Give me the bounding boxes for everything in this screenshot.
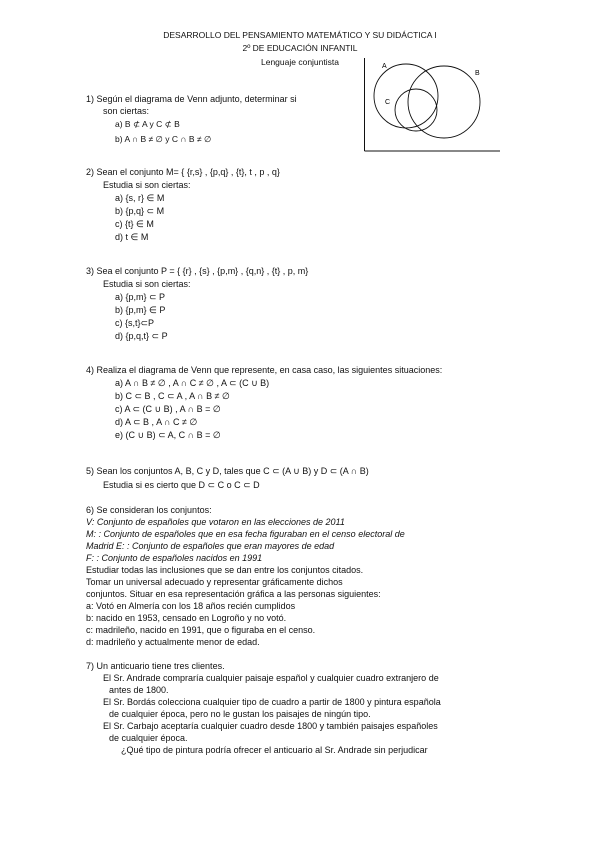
q4-item-d: d) A ⊂ B , A ∩ C ≠ ∅ (115, 417, 198, 427)
q6-set-f: F: : Conjunto de españoles nacidos en 1991 (86, 553, 263, 563)
q2-item-c: c) {t} ∈ M (115, 219, 154, 229)
q1-item-b: b) A ∩ B ≠ ∅ y C ∩ B ≠ ∅ (115, 134, 212, 144)
q7-question: ¿Qué tipo de pintura podría ofrecer el anticuario al Sr. Andrade sin perjudicar (121, 745, 428, 755)
q7-line-4: de cualquier época, pero no le gustan los paisajes de ningún tipo. (109, 709, 371, 719)
course-title: DESARROLLO DEL PENSAMIENTO MATEMÁTICO Y SU DIDÁCTICA I (163, 30, 437, 40)
q7-line-2: antes de 1800. (109, 685, 169, 695)
q6-title: 6) Se consideran los conjuntos: (86, 505, 212, 515)
q6-set-m: M: : Conjunto de españoles que en esa fecha figuraban en el censo electoral de (86, 529, 405, 539)
q2-item-b: b) {p,q} ⊂ M (115, 206, 165, 216)
q3-item-a: a) {p,m} ⊂ P (115, 292, 166, 302)
q1-subtitle: son ciertas: (103, 106, 150, 116)
q3-item-d: d) {p,q,t} ⊂ P (115, 331, 168, 341)
q5-title: 5) Sean los conjuntos A, B, C y D, tales que C ⊂ (A ∪ B) y D ⊂ (A ∩ B) (86, 466, 369, 476)
q6-person-a: a: Votó en Almería con los 18 años recién cumplidos (86, 601, 296, 611)
q3-item-b: b) {p,m} ∈ P (115, 305, 166, 315)
q4-item-b: b) C ⊂ B , C ⊂ A , A ∩ B ≠ ∅ (115, 391, 230, 401)
q1-item-a: a) B ⊄ A y C ⊄ B (115, 119, 180, 129)
venn-label-b: B (475, 70, 480, 77)
q2-item-d: d) t ∈ M (115, 232, 149, 242)
q1-title: 1) Según el diagrama de Venn adjunto, determinar si (86, 94, 297, 104)
q2-subtitle: Estudia si son ciertas: (103, 180, 191, 190)
q7-line-1: El Sr. Andrade compraría cualquier paisaje español y cualquier cuadro extranjero de (103, 673, 439, 683)
q6-person-b: b: nacido en 1953, censado en Logroño y no votó. (86, 613, 287, 623)
q7-line-3: El Sr. Bordás colecciona cualquier tipo de cuadro a partir de 1800 y pintura española (103, 697, 441, 707)
course-year: 2º DE EDUCACIÓN INFANTIL (242, 43, 358, 53)
q6-instruction-1: Estudiar todas las inclusiones que se dan entre los conjuntos citados. (86, 565, 364, 575)
q4-title: 4) Realiza el diagrama de Venn que represente, en casa caso, las siguientes situaciones: (86, 365, 443, 375)
q6-person-c: c: madrileño, nacido en 1991, que o figuraba en el censo. (86, 625, 316, 635)
q6-instruction-2: Tomar un universal adecuado y representar gráficamente dichos (86, 577, 343, 587)
q3-subtitle: Estudia si son ciertas: (103, 279, 191, 289)
venn-diagram (364, 58, 500, 152)
venn-label-a: A (382, 63, 387, 70)
q4-item-e: e) (C ∪ B) ⊂ A, C ∩ B = ∅ (115, 430, 221, 440)
q6-set-m-cont: Madrid E: : Conjunto de españoles que eran mayores de edad (86, 541, 335, 551)
venn-label-c: C (385, 99, 391, 106)
q6-person-d: d: madrileño y actualmente menor de edad. (86, 637, 260, 647)
q2-title: 2) Sean el conjunto M= { {r,s} , {p,q} , {t}, t , p , q} (86, 167, 280, 177)
q7-line-6: de cualquier época. (109, 733, 188, 743)
q3-item-c: c) {s,t}⊂P (115, 318, 155, 328)
q6-set-v: V: Conjunto de españoles que votaron en las elecciones de 2011 (86, 517, 345, 527)
q3-title: 3) Sea el conjunto P = { {r} , {s} , {p,m} , {q,n} , {t} , p, m} (86, 266, 309, 276)
venn-set-a (374, 64, 438, 128)
q6-instruction-3: conjuntos. Situar en esa representación gráfica a las personas siguientes: (86, 589, 381, 599)
q7-line-5: El Sr. Carbajo aceptaría cualquier cuadro desde 1800 y también paisajes españoles (103, 721, 438, 731)
q4-item-a: a) A ∩ B ≠ ∅ , A ∩ C ≠ ∅ , A ⊂ (C ∪ B) (115, 378, 270, 388)
q2-item-a: a) {s, r} ∈ M (115, 193, 165, 203)
venn-set-b (408, 66, 480, 138)
q7-title: 7) Un anticuario tiene tres clientes. (86, 661, 225, 671)
q4-item-c: c) A ⊂ (C ∪ B) , A ∩ B = ∅ (115, 404, 221, 414)
q5-subtitle: Estudia si es cierto que D ⊂ C o C ⊂ D (103, 480, 260, 490)
page-title: Lenguaje conjuntista (261, 57, 339, 67)
